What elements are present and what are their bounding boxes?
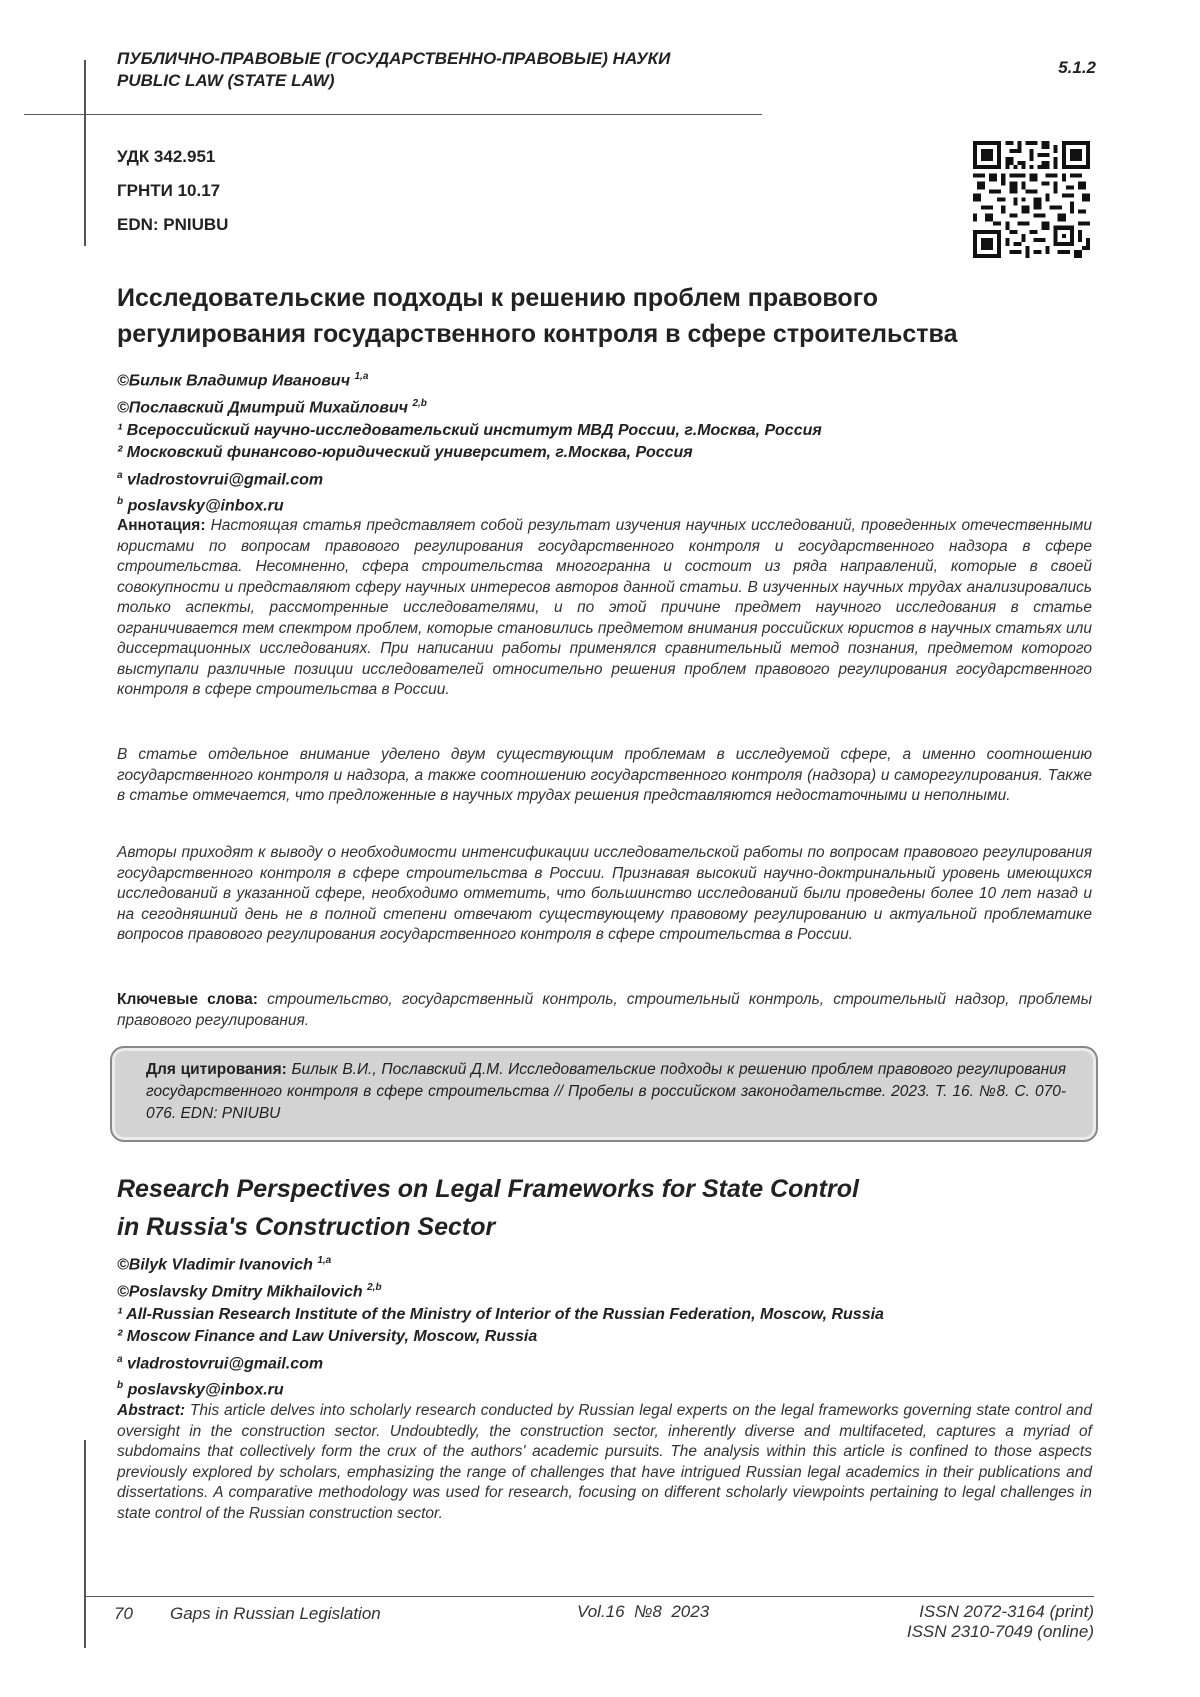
udk-code: УДК 342.951 bbox=[117, 147, 216, 166]
title-en-line-1: Research Perspectives on Legal Frameworks for State Control bbox=[117, 1175, 859, 1203]
header-vertical-rule bbox=[84, 60, 86, 246]
abstract-label-en: Abstract: bbox=[117, 1402, 186, 1419]
journal-section-header bbox=[117, 48, 670, 92]
section-title-ru: ПУБЛИЧНО-ПРАВОВЫЕ (ГОСУДАРСТВЕННО-ПРАВОВЫЕ) НАУКИ bbox=[117, 49, 671, 68]
abstract-label-ru: Аннотация: bbox=[117, 517, 206, 534]
header-horizontal-rule bbox=[24, 114, 762, 115]
abstract-en: Abstract: This article delves into scholarly research conducted by Russian legal experts on the legal frameworks governing state control and oversight in the construction sector. Undoubtedly, the construction sector, inherently diverse and multifaceted, captures a myriad of subdomains that collectively form the crux of the authors' academic pursuits. The analysis within this article is confined to those aspects previously explored by scholars, emphasizing the range of challenges that have intrigued Russian legal academics in their publications and dissertations. A comparative methodology was used for research, focusing on different scholarly viewpoints pertaining to legal challenges in state control of the Russian construction sector. bbox=[117, 1402, 1092, 1522]
classification-codes bbox=[117, 140, 228, 242]
article-title-ru bbox=[117, 280, 1077, 352]
page-number: 70 bbox=[114, 1604, 133, 1623]
email-a-en: $^a$ vladrostovrui@gmail.com bbox=[117, 1353, 324, 1372]
author-1-en: ©Bilyk Vladimir Ivanovich $^{1,a}$ bbox=[117, 1255, 332, 1274]
grnti-code: ГРНТИ 10.17 bbox=[117, 181, 221, 200]
email-a-ru: $^a$ vladrostovrui@gmail.com bbox=[117, 469, 324, 488]
affiliation-1-ru: ¹ Всероссийский научно-исследовательский институт МВД России, г.Москва, Россия bbox=[117, 421, 822, 439]
journal-name: Gaps in Russian Legislation bbox=[170, 1604, 381, 1623]
edn-code: EDN: PNIUBU bbox=[117, 215, 229, 234]
author-2-ru: ©Пославский Дмитрий Михайлович $^{2,b}$ bbox=[117, 397, 427, 417]
keywords-label-ru: Ключевые слова: bbox=[117, 991, 258, 1008]
footer-horizontal-rule bbox=[84, 1596, 1094, 1597]
email-b-ru: $^b$ poslavsky@inbox.ru bbox=[117, 496, 284, 515]
affiliation-2-ru: ² Московский финансово-юридический университет, г.Москва, Россия bbox=[117, 444, 693, 462]
section-code: 5.1.2 bbox=[1058, 58, 1096, 77]
authors-block-ru bbox=[117, 366, 1097, 518]
abstract-ru-p2: В статье отдельное внимание уделено двум существующим проблемам в исследуемой сфере, а именно соотношению государственного контроля и надзора, а также соотношению государственного контроля (надзора) и саморегулирования. Также в статье отмечается, что предложенные в научных трудах решения представляются недостаточными и неполными. bbox=[117, 746, 1092, 804]
title-ru-line-2: регулирования государственного контроля в сфере строительства bbox=[117, 320, 958, 348]
title-ru-line-1: Исследовательские подходы к решению проблем правового bbox=[117, 284, 879, 312]
article-title-en bbox=[117, 1170, 1077, 1246]
email-b-en: $^b$ poslavsky@inbox.ru bbox=[117, 1380, 284, 1399]
authors-block-en bbox=[117, 1250, 1097, 1402]
author-2-en: ©Poslavsky Dmitry Mikhailovich $^{2,b}$ bbox=[117, 1281, 382, 1301]
issue-info: Vol.16 №8 2023 bbox=[577, 1602, 710, 1621]
citation-text: Для цитирования: Билык В.И., Пославский Д.М. Исследовательские подходы к решению проблем правового регулирования государственного контроля в сфере строительства // Пробелы в российском законодательстве. 2023. Т. 16. №8. С. 070-076. EDN: PNIUBU bbox=[146, 1061, 1066, 1122]
abstract-ru-p1: Аннотация: Настоящая статья представляет собой результат изучения научных исследований, проведенных отечественными юристами по вопросам правового регулирования государственного контроля и государственного надзора в сфере строительства. Несомненно, сфера строительства многогранна и состоит из ряда направлений, которые в своей совокупности и представляют сферу научных интересов авторов данной статьи. В изученных научных трудах анализировались только аспекты, рассмотренные исследователями, и по этой причине предмет научного исследования в статье ограничивается тем спектром проблем, которые становились предметом внимания российских юристов в научных статьях или диссертационных исследованиях. При написании работы применялся сравнительный метод познания, предметом которого выступали различные позиции исследователей относительно решения проблем правового регулирования государственного контроля в сфере строительства в России. bbox=[117, 517, 1092, 698]
affiliation-1-en: ¹ All-Russian Research Institute of the Ministry of Interior of the Russian Federation, Moscow, Russia bbox=[117, 1305, 884, 1323]
title-en-line-2: in Russia's Construction Sector bbox=[117, 1213, 496, 1241]
citation-label: Для цитирования: bbox=[146, 1061, 287, 1078]
qr-code-icon bbox=[973, 141, 1090, 258]
issn-print: ISSN 2072-3164 (print) bbox=[919, 1602, 1094, 1621]
footer-vertical-rule bbox=[84, 1440, 86, 1648]
section-title-en: PUBLIC LAW (STATE LAW) bbox=[117, 71, 335, 90]
affiliation-2-en: ² Moscow Finance and Law University, Moscow, Russia bbox=[117, 1328, 538, 1346]
citation-box bbox=[110, 1046, 1098, 1142]
issn-online: ISSN 2310-7049 (online) bbox=[906, 1622, 1094, 1641]
issn-block bbox=[907, 1602, 1094, 1642]
keywords-ru: Ключевые слова: строительство, государственный контроль, строительный контроль, строительный надзор, проблемы правового регулирования. bbox=[117, 991, 1092, 1029]
author-1-ru: ©Билык Владимир Иванович $^{1,a}$ bbox=[117, 371, 369, 390]
abstract-ru-p3: Авторы приходят к выводу о необходимости интенсификации исследовательской работы по вопросам правового регулирования государственного контроля в сфере строительства в России. Признавая высокий научно-доктринальный уровень имеющихся исследований в указанной сфере, необходимо отметить, что большинство исследований были проведены более 10 лет назад и на сегодняшний день не в полной степени отвечают существующему правовому регулированию и актуальной проблематике вопросов правового регулирования государственного контроля в сфере строительства в России. bbox=[117, 844, 1092, 943]
